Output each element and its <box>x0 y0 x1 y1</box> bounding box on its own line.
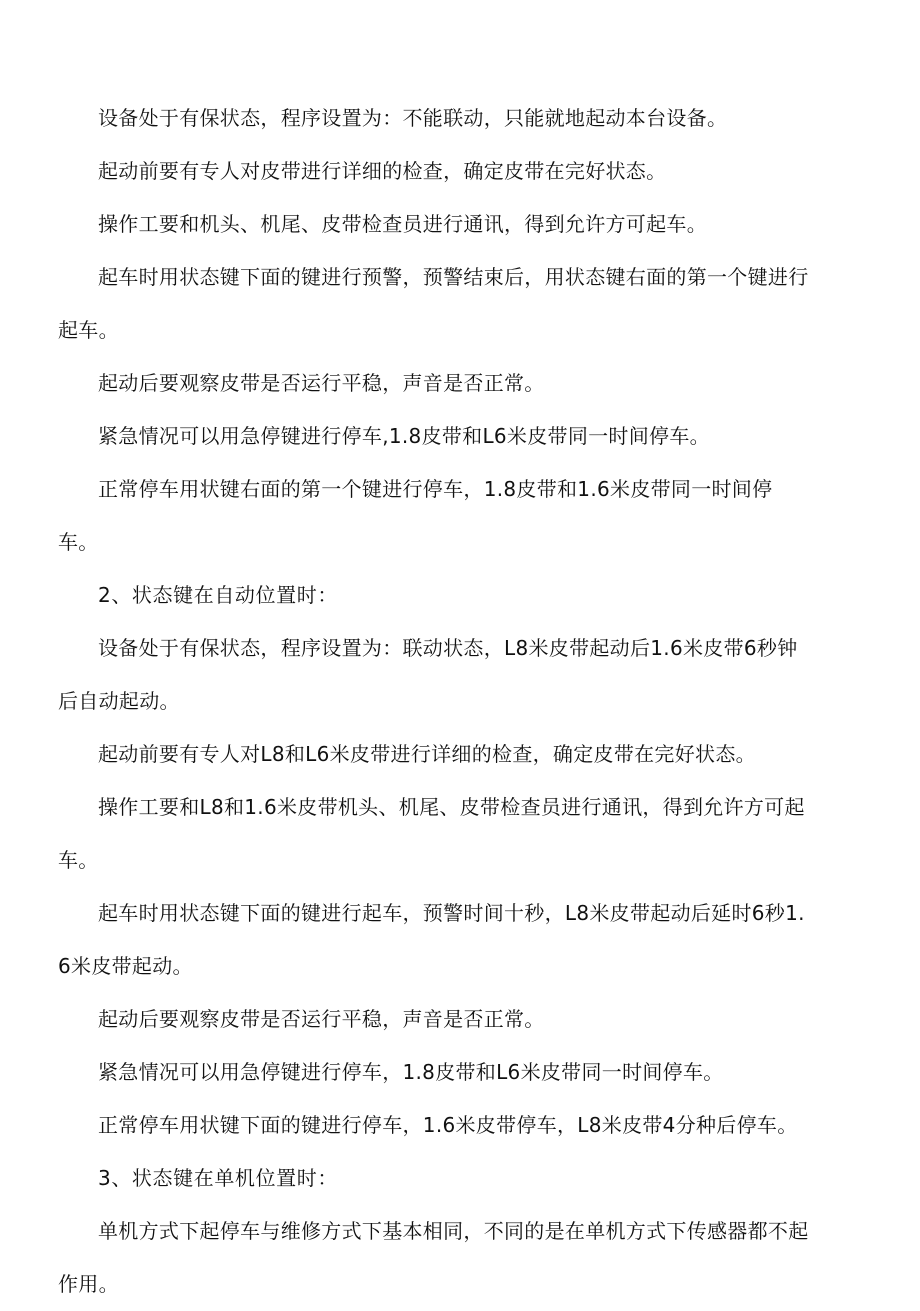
paragraph-1: 设备处于有保状态，程序设置为：不能联动，只能就地起动本台设备。 <box>98 106 728 130</box>
paragraph-13: 起动后要观察皮带是否运行平稳，声音是否正常。 <box>98 1007 545 1031</box>
paragraph-15: 正常停车用状键下面的键进行停车，1.6米皮带停车，L8米皮带4分种后停车。 <box>98 1113 798 1137</box>
paragraph-9: 设备处于有保状态，程序设置为：联动状态，L8米皮带起动后1.6米皮带6秒钟后自动起动。 <box>58 636 798 713</box>
section-heading-single: 3、状态键在单机位置时： <box>98 1166 338 1190</box>
paragraph-10: 起动前要有专人对L8和L6米皮带进行详细的检查，确定皮带在完好状态。 <box>98 742 756 766</box>
paragraph-14: 紧急情况可以用急停键进行停车，1.8皮带和L6米皮带同一时间停车。 <box>98 1060 724 1084</box>
section-heading-auto: 2、状态键在自动位置时： <box>98 583 338 607</box>
paragraph-7: 正常停车用状键右面的第一个键进行停车，1.8皮带和1.6米皮带同一时间停车。 <box>58 477 773 554</box>
paragraph-5: 起动后要观察皮带是否运行平稳，声音是否正常。 <box>98 371 545 395</box>
paragraph-3: 操作工要和机头、机尾、皮带检查员进行通讯，得到允许方可起车。 <box>98 212 707 236</box>
paragraph-4: 起车时用状态键下面的键进行预警，预警结束后，用状态键右面的第一个键进行起车。 <box>58 265 809 342</box>
paragraph-17: 单机方式下起停车与维修方式下基本相同，不同的是在单机方式下传感器都不起作用。 <box>58 1219 809 1296</box>
paragraph-11: 操作工要和L8和1.6米皮带机头、机尾、皮带检查员进行通讯，得到允许方可起车。 <box>58 795 805 872</box>
paragraph-12: 起车时用状态键下面的键进行起车，预警时间十秒，L8米皮带起动后延时6秒1.6米皮带起动。 <box>58 901 805 978</box>
paragraph-2: 起动前要有专人对皮带进行详细的检查，确定皮带在完好状态。 <box>98 159 667 183</box>
paragraph-6: 紧急情况可以用急停键进行停车,1.8皮带和L6米皮带同一时间停车。 <box>98 424 710 448</box>
